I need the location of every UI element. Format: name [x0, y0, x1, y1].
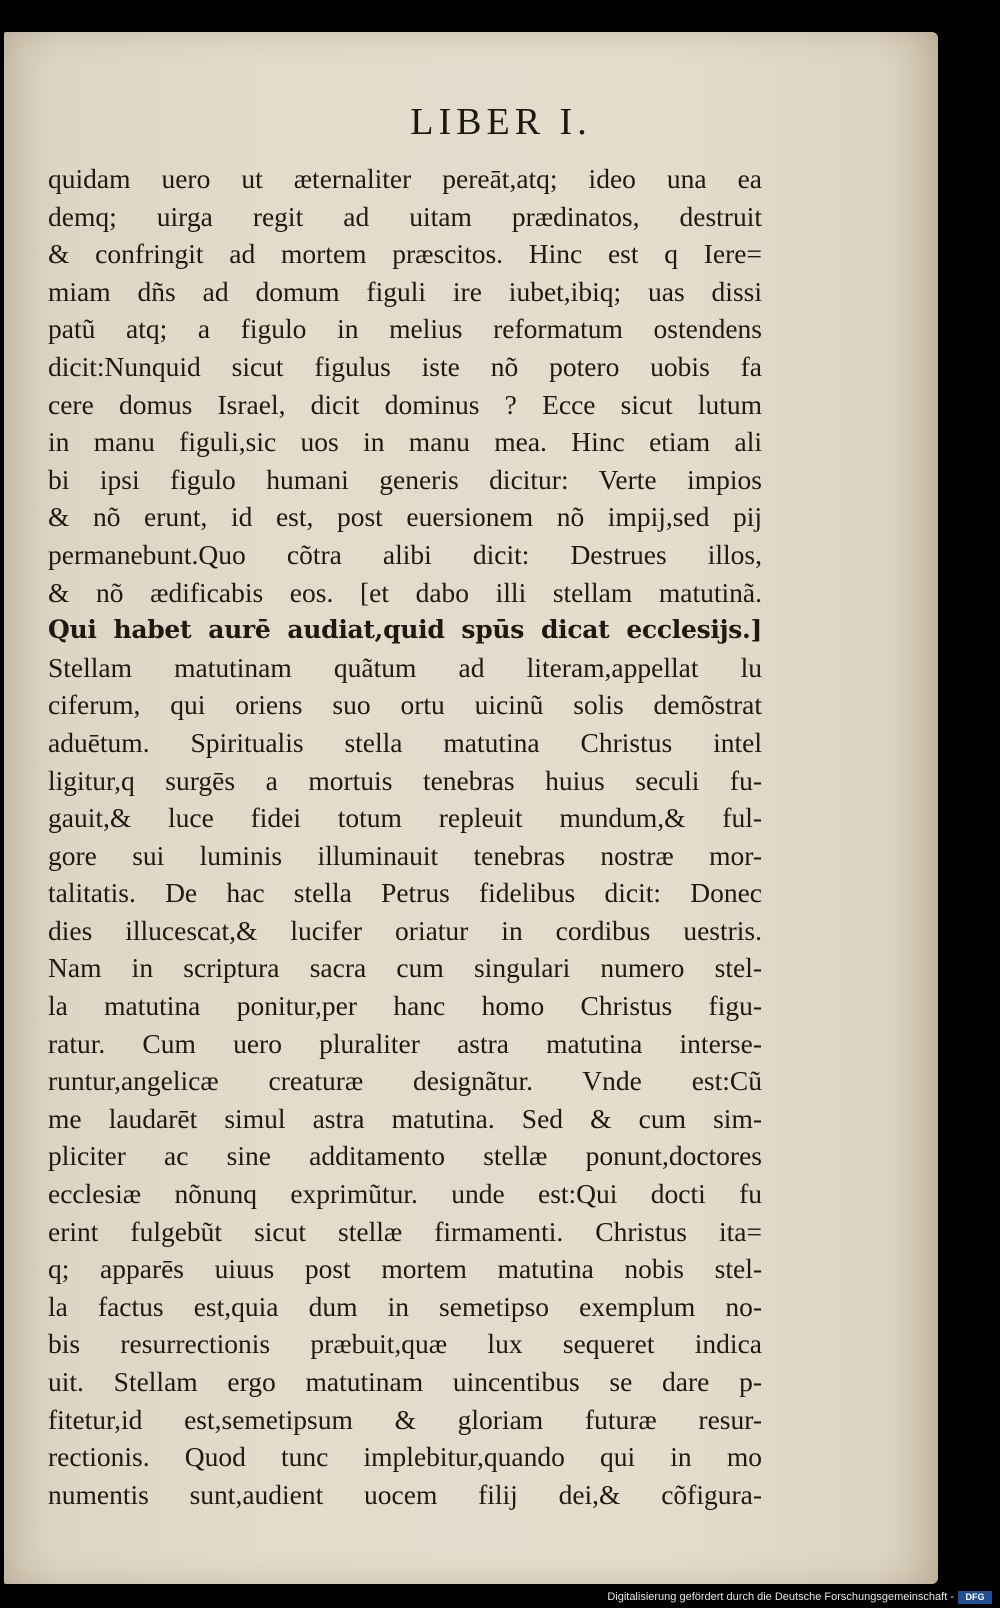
text-line: miam dñs ad domum figuli ire iubet,ibiq; uas dissi [48, 275, 762, 307]
text-line: quidam uero ut æternaliter pereāt,atq; ideo una ea [48, 163, 762, 194]
text-line: dies illucescat,& lucifer oriatur in cordibus uestris. [48, 914, 762, 946]
text-line: bis resurrectionis præbuit,quæ lux sequeret indica [48, 1328, 762, 1360]
text-line: patũ atq; a figulo in melius reformatum ostendens [48, 313, 762, 345]
text-line: demq; uirga regit ad uitam prædinatos, destruit [48, 200, 762, 232]
text-line: uit. Stellam ergo matutinam uincentibus se dare p- [48, 1366, 762, 1397]
text-line: me laudarēt simul astra matutina. Sed & cum sim- [48, 1102, 762, 1134]
text-line: la matutina ponitur,per hanc homo Christus figu- [48, 990, 762, 1022]
text-line: & confringit ad mortem præscitos. Hinc est q Iere= [48, 238, 762, 270]
text-line: erint fulgebũt sicut stellæ firmamenti. Christus ita= [48, 1215, 762, 1247]
text-line: la factus est,quia dum in semetipso exemplum no- [48, 1290, 762, 1322]
text-line: ciferum, qui oriens suo ortu uicinũ solis demõstrat [48, 689, 762, 721]
text-line: permanebunt.Quo cõtra alibi dicit: Destrues illos, [48, 538, 762, 570]
text-line: Stellam matutinam quãtum ad literam,appellat lu [48, 651, 762, 683]
digitization-credit: Digitalisierung gefördert durch die Deutsche Forschungsgemeinschaft - [607, 1591, 954, 1603]
text-line: q; apparēs uiuus post mortem matutina nobis stel- [48, 1253, 762, 1285]
text-line: cere domus Israel, dicit dominus ? Ecce sicut lutum [48, 388, 762, 420]
text-line: numentis sunt,audient uocem filij dei,& cõfigura- [48, 1478, 762, 1510]
text-line: fitetur,id est,semetipsum & gloriam futuræ resur- [48, 1403, 762, 1435]
text-line: Nam in scriptura sacra cum singulari numero stel- [48, 952, 762, 984]
text-line: rectionis. Quod tunc implebitur,quando qui in mo [48, 1441, 762, 1473]
text-line: talitatis. De hac stella Petrus fidelibus dicit: Donec [48, 877, 762, 909]
text-line: bi ipsi figulo humani generis dicitur: Verte impios [48, 463, 762, 495]
book-page [4, 32, 938, 1584]
body-text [48, 160, 762, 1513]
text-line: gore sui luminis illuminauit tenebras nostræ mor- [48, 839, 762, 871]
text-line: aduētum. Spiritualis stella matutina Christus intel [48, 726, 762, 758]
text-line: & nõ erunt, id est, post euersionem nõ impij,sed pij [48, 501, 762, 533]
text-line: runtur,angelicæ creaturæ designãtur. Vnde est:Cũ [48, 1065, 762, 1097]
text-line: ecclesiæ nõnunq exprimũtur. unde est:Qui docti fu [48, 1178, 762, 1210]
text-line: Qui habet aurē audiat,quid spūs dicat ecclesijs.] [48, 615, 762, 645]
dfg-logo: DFG [958, 1591, 992, 1604]
text-line: pliciter ac sine additamento stellæ ponunt,doctores [48, 1140, 762, 1172]
running-head: LIBER I. [410, 101, 592, 143]
text-line: ratur. Cum uero pluraliter astra matutina interse- [48, 1027, 762, 1059]
text-line: ligitur,q surgēs a mortuis tenebras huius seculi fu- [48, 764, 762, 796]
text-line: & nõ ædificabis eos. [et dabo illi stellam matutinã. [48, 576, 762, 608]
text-line: dicit:Nunquid sicut figulus iste nõ potero uobis fa [48, 350, 762, 382]
text-line: gauit,& luce fidei totum repleuit mundum,& ful- [48, 802, 762, 834]
text-line: in manu figuli,sic uos in manu mea. Hinc etiam ali [48, 426, 762, 458]
